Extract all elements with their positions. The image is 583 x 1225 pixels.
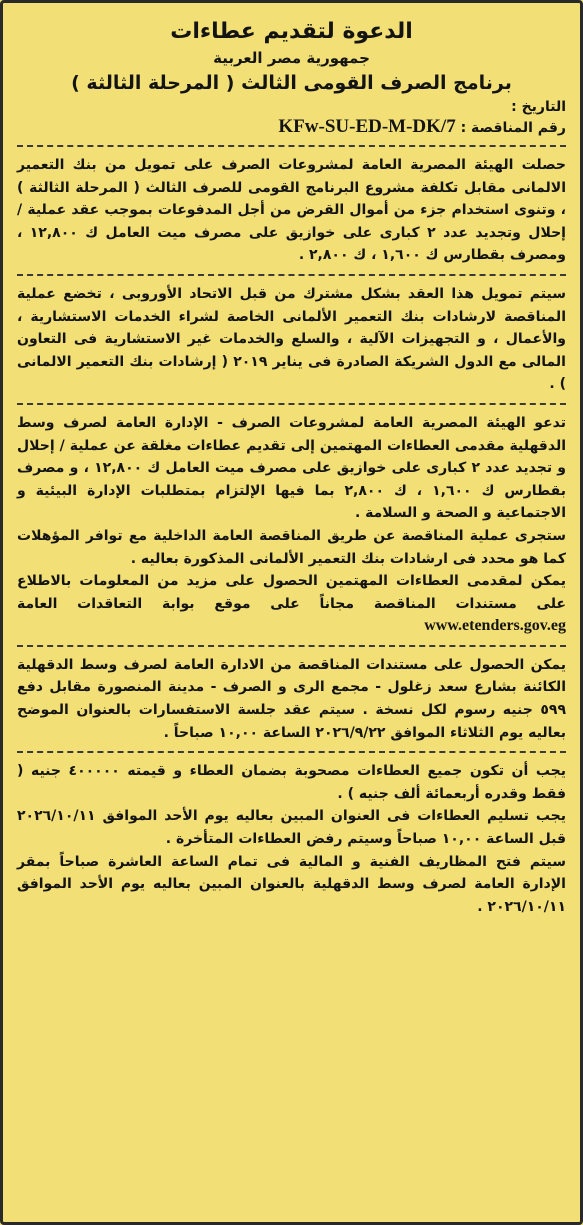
tender-label: رقم المناقصة : <box>460 120 566 136</box>
paragraph-invitation: تدعو الهيئة المصرية العامة لمشروعات الصرف - الإدارة العامة لصرف وسط الدقهلية مقدمى العطاءات المهتمين إلى تقديم عطاءات مغلقة عن عملية / إحلال و تجديد عدد ٢ كبارى على خوازيق على مصرف ميت العامل ك ١٢,٨٠٠ ، و مصرف بقطارس ك ١,٦٠٠ ، ك ٢,٨٠٠ بما فيها الإلتزام بمتطلبات الإدارة البيئية و الاجتماعية و الصحة و السلامة . <box>17 414 567 522</box>
info-text: يمكن لمقدمى العطاءات المهتمين الحصول على مزيد من المعلومات بالاطلاع على مستندات المناقصة مجاناً على موقع بوابة التعاقدات العامة <box>17 573 566 612</box>
tender-number: KFw-SU-ED-M-DK/7 <box>278 116 456 137</box>
paragraph-cofinancing: سيتم تمويل هذا العقد بشكل مشترك من قبل الاتحاد الأوروبى ، تخضع عملية المناقصة لارشادات بنك التعمير الألمانى الخاصة لشراء الخدمات الاستشارية ، والأعمال ، و التجهيزات الآلية ، والسلع والخدمات غير الاستشارية فى التعاون المالى مع الدول الشريكة الصادرة فى يناير ٢٠١٩ ( إرشادات بنك التعمير الالمانى ) . <box>17 285 566 393</box>
divider <box>17 403 566 405</box>
paragraph-guarantee: يجب أن تكون جميع العطاءات مصحوبة بضمان العطاء و قيمته ٤٠٠٠٠٠ جنيه ( فقط وقدره أربعمائة ألف جنيه ) . <box>17 763 566 802</box>
divider <box>17 751 566 753</box>
paragraph-procedure: ستجرى عملية المناقصة عن طريق المناقصة العامة الداخلية مع توافر المؤهلات كما هو محدد فى ارشادات بنك التعمير الألمانى المذكورة بعاليه . <box>17 527 566 567</box>
paragraph-opening: سيتم فتح المظاريف الفنية و المالية فى تمام الساعة العاشرة صباحاً بمقر الإدارة العامة لصرف وسط الدقهلية بالعنوان المبين بعاليه يوم الأحد الموافق ٢٠٢٦/١٠/١١ . <box>17 853 566 915</box>
divider <box>17 274 566 276</box>
paragraph-info <box>17 570 566 638</box>
tender-line <box>17 117 566 138</box>
paragraph-funding: حصلت الهيئة المصرية العامة لمشروعات الصرف على تمويل من بنك التعمير الالمانى مقابل تكلفة مشروع البرنامج القومى للصرف الثالث ( المرحلة الثالثة ) ، وتنوى استخدام جزء من أموال القرض من أجل المدفوعات بموجب عقد عملية / إحلال وتجديد عدد ٢ كبارى على خوازيق على مصرف ميت العامل ك ١٢,٨٠٠ ، ومصرف بقطارس ك ١,٦٠٠ ، ك ٢,٨٠٠ . <box>17 157 566 264</box>
divider <box>17 145 566 147</box>
date-line <box>17 97 566 117</box>
program-title: برنامج الصرف القومى الثالث ( المرحلة الثالثة ) <box>71 72 512 94</box>
notice-title: الدعوة لتقديم عطاءات <box>170 19 413 44</box>
etenders-link[interactable]: www.etenders.gov.eg <box>424 617 566 635</box>
country-name: جمهورية مصر العربية <box>213 49 370 67</box>
paragraph-submission: يجب تسليم العطاءات فى العنوان المبين بعاليه يوم الأحد الموافق ٢٠٢٦/١٠/١١ قبل الساعة ١٠,٠٠ صباحاً وسيتم رفض العطاءات المتأخرة . <box>17 808 566 848</box>
paragraph-documents: يمكن الحصول على مستندات المناقصة من الادارة العامة لصرف وسط الدقهلية الكائنة بشارع سعد زغلول - مجمع الرى و الصرف - مدينة المنصورة مقابل دفع ٥٩٩ جنيه رسوم لكل نسخة . سيتم عقد جلسة الاستفسارات بالعنوان الموضح بعاليه يوم الثلاثاء الموافق ٢٠٢٦/٩/٢٢ الساعة ١٠,٠٠ صباحاً . <box>17 656 566 741</box>
date-label: التاريخ : <box>511 99 566 115</box>
divider <box>17 645 566 647</box>
